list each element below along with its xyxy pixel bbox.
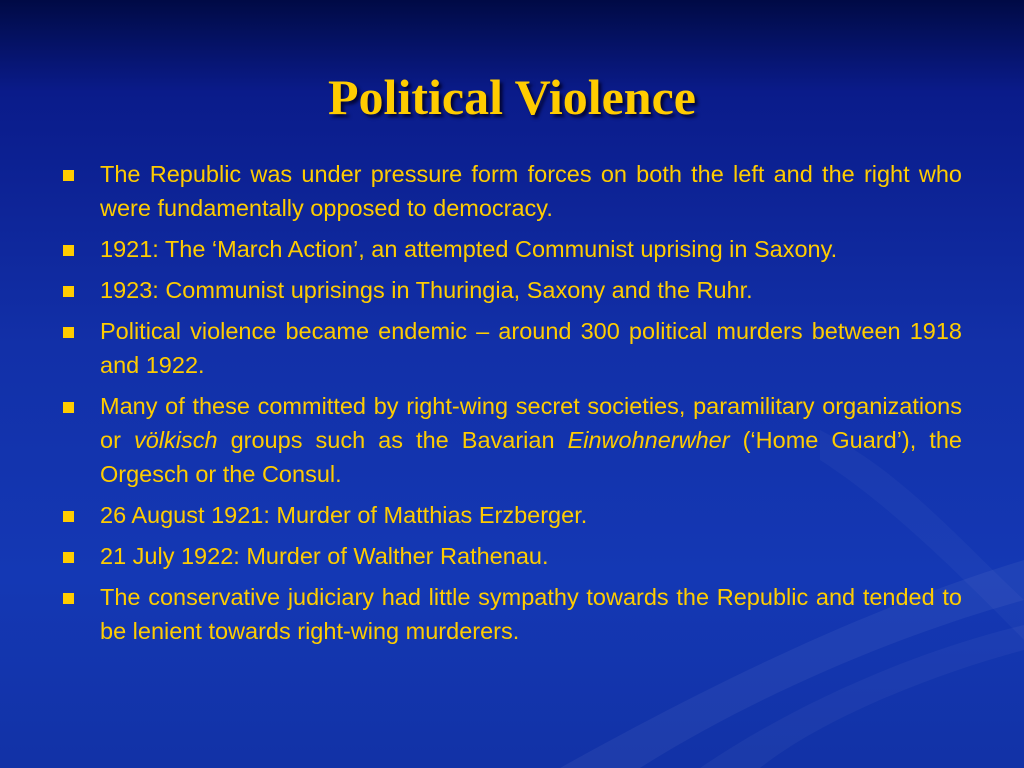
- bullet-text-italic: Einwohnerwher: [567, 427, 730, 453]
- square-bullet-icon: [63, 327, 74, 338]
- bullet-text-italic: völkisch: [133, 427, 218, 453]
- square-bullet-icon: [63, 170, 74, 181]
- bullet-text-segment: 1923: Communist uprisings in Thuringia, Saxony and the Ruhr.: [100, 277, 753, 303]
- bullet-text-segment: (‘Home Guard’), the Orgesch or the Consul.: [100, 427, 962, 487]
- bullet-item: [62, 389, 962, 491]
- square-bullet-icon: [63, 552, 74, 563]
- slide-title: Political Violence: [328, 69, 696, 125]
- bullet-text: [100, 277, 753, 303]
- bullet-text-segment: The Republic was under pressure form forces on both the left and the right who were fundamentally opposed to democracy.: [100, 161, 962, 221]
- square-bullet-icon: [63, 593, 74, 604]
- bullet-text-segment: 21 July 1922: Murder of Walther Rathenau.: [100, 543, 549, 569]
- bullet-item: [62, 314, 962, 382]
- bullet-text-segment: Many of these committed by right-wing secret societies, paramilitary organizations or: [100, 393, 962, 453]
- bullet-text-segment: 1921: The ‘March Action’, an attempted Communist uprising in Saxony.: [100, 236, 838, 262]
- bullet-text-segment: Political violence became endemic – around 300 political murders between 1918 and 1922.: [100, 318, 962, 378]
- bullet-item: [62, 273, 962, 307]
- bullet-list: [62, 157, 962, 655]
- square-bullet-icon: [63, 402, 74, 413]
- bullet-text: [100, 543, 549, 569]
- bullet-text: [100, 318, 962, 378]
- bullet-item: [62, 539, 962, 573]
- square-bullet-icon: [63, 286, 74, 297]
- bullet-text-segment: groups such as the Bavarian: [217, 427, 568, 453]
- bullet-item: [62, 232, 962, 266]
- bullet-item: [62, 157, 962, 225]
- square-bullet-icon: [63, 245, 74, 256]
- bullet-item: [62, 580, 962, 648]
- bullet-text: [100, 502, 587, 528]
- bullet-text: [100, 161, 962, 221]
- bullet-text-segment: 26 August 1921: Murder of Matthias Erzberger.: [100, 502, 588, 528]
- bullet-text-segment: The conservative judiciary had little sympathy towards the Republic and tended to be lenient towards right-wing murderers.: [100, 584, 962, 644]
- bullet-text: [100, 393, 962, 487]
- bullet-item: [62, 498, 962, 532]
- bullet-text: [100, 584, 962, 644]
- bullet-text: [100, 236, 837, 262]
- square-bullet-icon: [63, 511, 74, 522]
